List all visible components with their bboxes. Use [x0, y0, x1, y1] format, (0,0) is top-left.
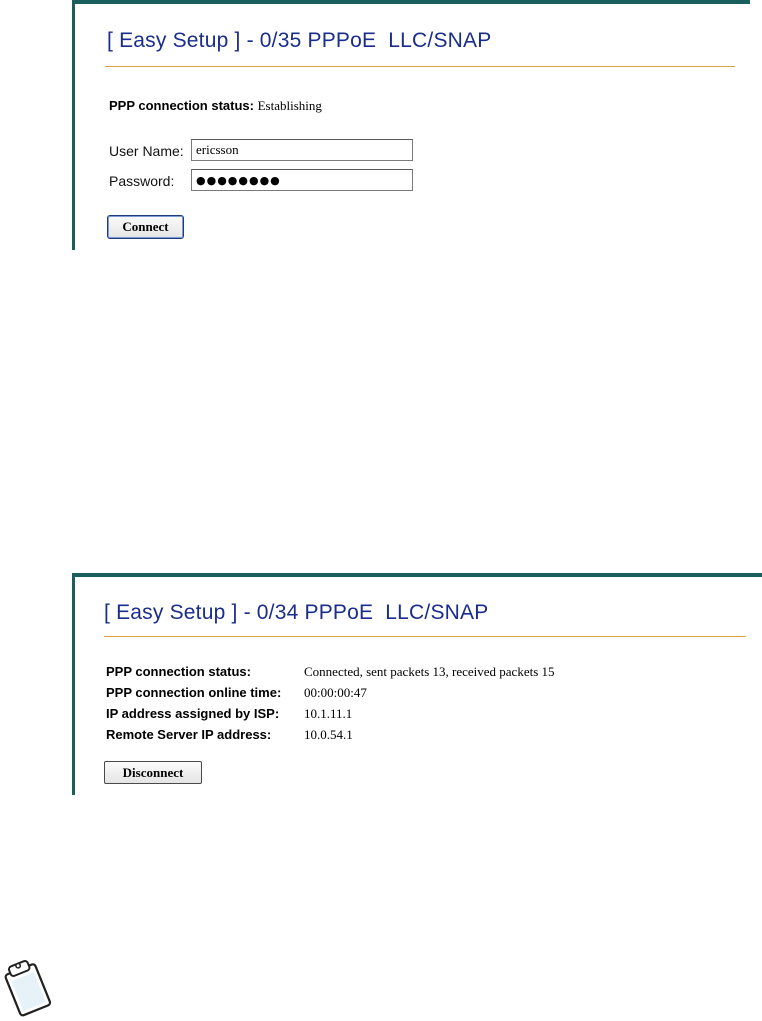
- info-label: IP address assigned by ISP:: [106, 706, 280, 721]
- easy-setup-panel-connected: [72, 573, 762, 795]
- password-input[interactable]: [191, 169, 413, 191]
- title-divider: [104, 636, 746, 637]
- info-value: 10.0.54.1: [304, 727, 353, 742]
- disconnect-button[interactable]: Disconnect: [104, 761, 202, 784]
- ppp-status-row: [109, 98, 322, 114]
- info-row-online-time: [106, 685, 746, 703]
- ppp-status-label: PPP connection status:: [109, 98, 254, 113]
- username-label: User Name:: [109, 143, 184, 159]
- connect-button[interactable]: Connect: [107, 215, 184, 239]
- info-row-remote-ip: [106, 727, 746, 745]
- info-label: PPP connection status:: [106, 664, 251, 679]
- page-title: [ Easy Setup ] - 0/35 PPPoE LLC/SNAP: [107, 29, 492, 52]
- ppp-status-value: Establishing: [257, 98, 322, 113]
- username-input[interactable]: [191, 139, 413, 161]
- easy-setup-panel-establishing: [72, 0, 750, 250]
- password-label: Password:: [109, 173, 175, 189]
- info-value: Connected, sent packets 13, received packets 15: [304, 664, 555, 679]
- info-label: Remote Server IP address:: [106, 727, 272, 742]
- info-row-ppp-status: [106, 664, 746, 682]
- info-value: 00:00:00:47: [304, 685, 367, 700]
- title-divider: [105, 66, 735, 67]
- info-label: PPP connection online time:: [106, 685, 282, 700]
- info-row-isp-ip: [106, 706, 746, 724]
- info-value: 10.1.11.1: [304, 706, 353, 721]
- page-title: [ Easy Setup ] - 0/34 PPPoE LLC/SNAP: [104, 601, 489, 624]
- clipboard-note-icon: [0, 955, 62, 1021]
